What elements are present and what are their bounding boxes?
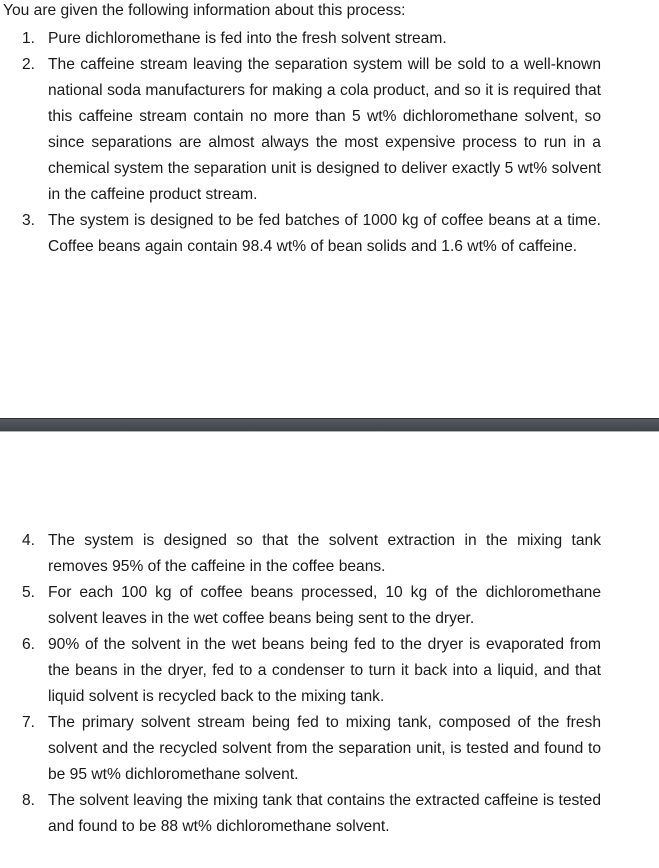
list-item-number: 7.	[22, 714, 36, 731]
document-page-top	[0, 0, 659, 418]
list-item-text: The solvent leaving the mixing tank that contains the extracted caffeine is tested and found to be 88 wt% dichloromethane solvent.	[48, 792, 601, 835]
list-item-number: 5.	[22, 584, 36, 601]
numbered-list-top	[0, 26, 659, 260]
list-item-8	[0, 788, 601, 840]
page-separator	[0, 418, 659, 432]
document-page-bottom	[0, 432, 659, 868]
list-item-1	[0, 26, 601, 52]
list-item-number: 3.	[22, 212, 36, 229]
list-item-text: The system is designed to be fed batches of 1000 kg of coffee beans at a time. Coffee beans again contain 98.4 wt% of bean solids and 1.6 wt% of caffeine.	[48, 212, 601, 255]
list-item-3	[0, 208, 601, 260]
numbered-list-bottom	[0, 528, 659, 840]
list-item-text: The caffeine stream leaving the separation system will be sold to a well-known national soda manufacturers for making a cola product, and so it is required that this caffeine stream contain no more than 5 wt% dichloromethane solvent, so since separations are almost always the most expensive process to run in a chemical system the separation unit is designed to deliver exactly 5 wt% solvent in the caffeine product stream.	[48, 56, 601, 203]
intro-text: You are given the following information about this process:	[3, 2, 406, 19]
list-item-7	[0, 710, 601, 788]
list-item-text: The system is designed so that the solvent extraction in the mixing tank removes 95% of the caffeine in the coffee beans.	[48, 532, 601, 575]
list-item-2	[0, 52, 601, 208]
list-item-5	[0, 580, 601, 632]
list-item-text: The primary solvent stream being fed to mixing tank, composed of the fresh solvent and the recycled solvent from the separation unit, is tested and found to be 95 wt% dichloromethane solvent.	[48, 714, 601, 783]
list-item-number: 1.	[22, 30, 36, 47]
list-item-text: Pure dichloromethane is fed into the fresh solvent stream.	[48, 30, 447, 47]
list-item-text: For each 100 kg of coffee beans processed, 10 kg of the dichloromethane solvent leaves in the wet coffee beans being sent to the dryer.	[48, 584, 601, 627]
list-item-6	[0, 632, 601, 710]
list-item-number: 4.	[22, 532, 36, 549]
list-item-number: 8.	[22, 792, 36, 809]
list-item-number: 2.	[22, 56, 36, 73]
list-item-text: 90% of the solvent in the wet beans being fed to the dryer is evaporated from the beans in the dryer, fed to a condenser to turn it back into a liquid, and that liquid solvent is recycled back to the mixing tank.	[48, 636, 601, 705]
list-item-4	[0, 528, 601, 580]
list-item-number: 6.	[22, 636, 36, 653]
